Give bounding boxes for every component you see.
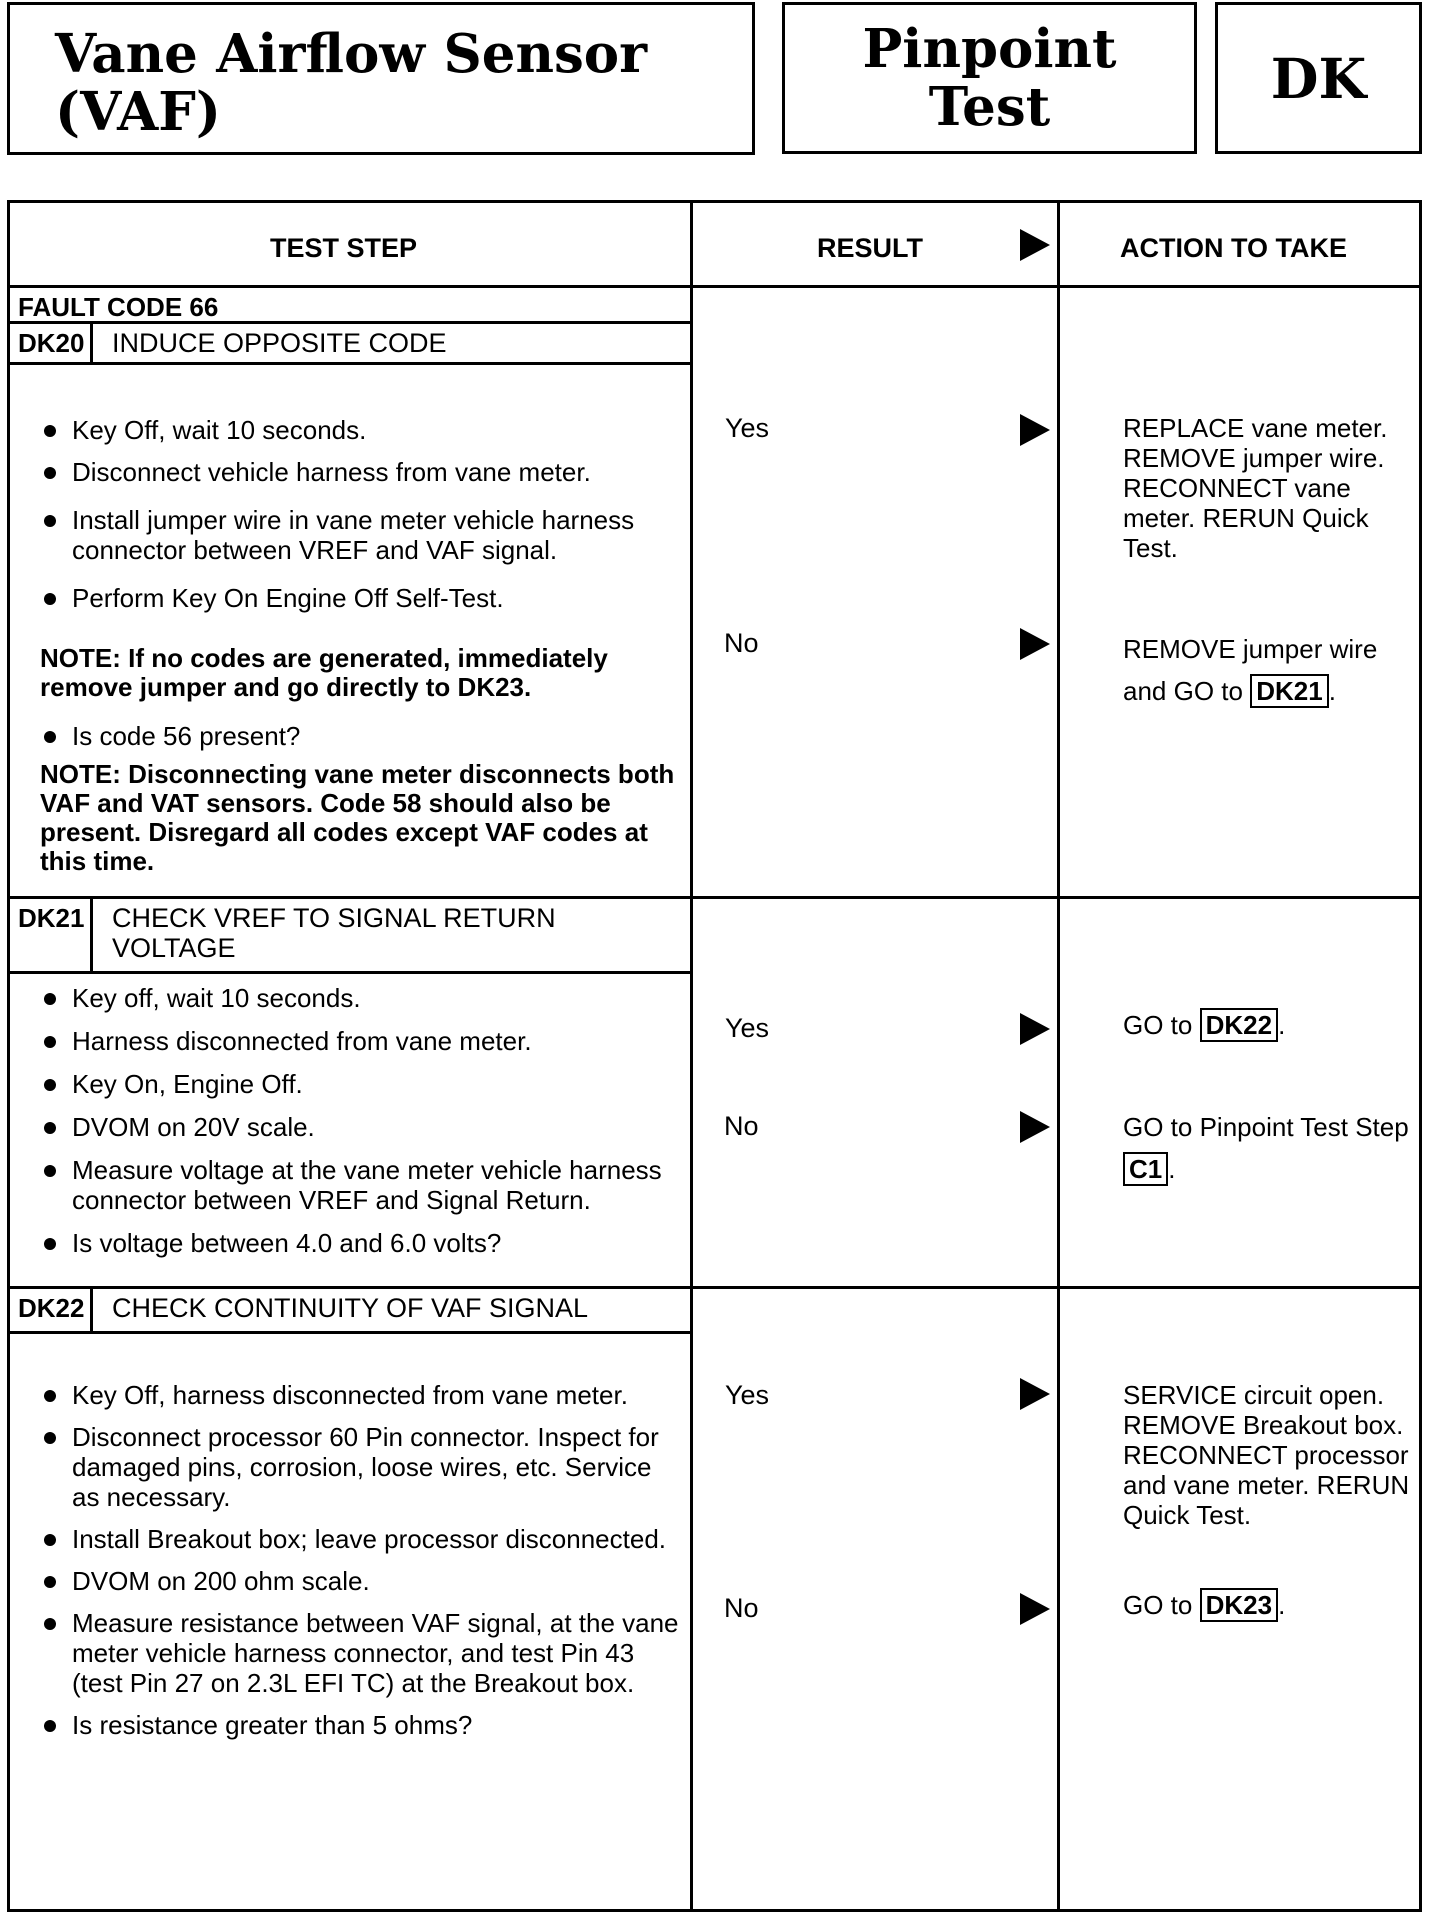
test-table xyxy=(7,200,1422,1912)
dk20-question xyxy=(40,721,680,751)
fault-code-row xyxy=(10,288,693,324)
dk20-yes-arrow-icon xyxy=(1020,414,1050,446)
pinpoint-line-1: Pinpoint xyxy=(862,18,1117,80)
header-result: RESULT xyxy=(817,233,923,263)
list-item: DVOM on 200 ohm scale. xyxy=(40,1566,680,1596)
dk21-divider xyxy=(90,899,93,971)
action-suffix: . xyxy=(1278,1010,1286,1040)
header-action: ACTION TO TAKE xyxy=(1120,233,1347,263)
list-item: Key On, Engine Off. xyxy=(40,1069,680,1099)
section-code-box xyxy=(1215,2,1422,154)
note-label: NOTE: xyxy=(40,759,121,789)
list-item: Is voltage between 4.0 and 6.0 volts? xyxy=(40,1228,680,1258)
column-divider-2 xyxy=(1057,203,1060,1909)
dk21-title: CHECK VREF TO SIGNAL RETURN VOLTAGE xyxy=(112,903,556,963)
section-code: DK xyxy=(1270,46,1367,111)
dk20-steps xyxy=(40,415,680,613)
dk22-id: DK22 xyxy=(18,1293,85,1323)
dk22-result-yes: Yes xyxy=(725,1380,770,1410)
list-item: Key off, wait 10 seconds. xyxy=(40,983,680,1013)
dk21-reference[interactable]: DK21 xyxy=(1250,674,1328,708)
header-arrow-icon xyxy=(1020,229,1050,261)
dk22-divider xyxy=(90,1289,93,1331)
c1-reference[interactable]: C1 xyxy=(1123,1152,1168,1186)
dk21-steps xyxy=(40,983,680,1258)
header-test-step: TEST STEP xyxy=(270,233,418,263)
dk21-result-no: No xyxy=(724,1111,759,1141)
dk20-result-yes: Yes xyxy=(725,413,770,443)
dk20-no-arrow-icon xyxy=(1020,628,1050,660)
dk21-id: DK21 xyxy=(18,903,85,933)
dk20-no-action xyxy=(1123,628,1423,712)
list-item: Is code 56 present? xyxy=(40,721,680,751)
list-item: Measure resistance between VAF signal, at the vane meter vehicle harness connector, and test Pin 43 (test Pin 27 on 2.3L EFI TC) at the Breakout box. xyxy=(40,1608,680,1698)
list-item: Measure voltage at the vane meter vehicle harness connector between VREF and Signal Return. xyxy=(40,1155,680,1215)
action-suffix: . xyxy=(1168,1154,1176,1184)
dk20-note-1 xyxy=(40,644,690,702)
list-item: DVOM on 20V scale. xyxy=(40,1112,680,1142)
dk20-note-2 xyxy=(40,760,690,876)
list-item: Key Off, harness disconnected from vane meter. xyxy=(40,1380,680,1410)
note-text: If no codes are generated, immediately remove jumper and go directly to DK23. xyxy=(40,643,608,702)
action-text: GO to xyxy=(1123,1010,1193,1040)
dk23-reference[interactable]: DK23 xyxy=(1200,1588,1278,1622)
dk21-no-arrow-icon xyxy=(1020,1111,1050,1143)
action-suffix: . xyxy=(1278,1590,1286,1620)
dk22-reference[interactable]: DK22 xyxy=(1200,1008,1278,1042)
dk21-no-action xyxy=(1123,1106,1413,1190)
note-text: Disconnecting vane meter disconnects both VAF and VAT sensors. Code 58 should also be present. Disregard all codes except VAF codes at this time. xyxy=(40,759,675,876)
action-text: GO to xyxy=(1123,1590,1193,1620)
note-label: NOTE: xyxy=(40,643,121,673)
dk22-steps xyxy=(40,1380,680,1740)
column-divider-1 xyxy=(690,203,693,1909)
dk20-yes-action: REPLACE vane meter. REMOVE jumper wire. RECONNECT vane meter. RERUN Quick Test. xyxy=(1123,413,1388,563)
title-line-2: (VAF) xyxy=(55,81,221,143)
dk22-title: CHECK CONTINUITY OF VAF SIGNAL xyxy=(112,1293,589,1323)
dk20-title: INDUCE OPPOSITE CODE xyxy=(112,328,447,358)
dk21-header xyxy=(10,899,693,974)
list-item: Install jumper wire in vane meter vehicle harness connector between VREF and VAF signal. xyxy=(40,505,680,565)
pinpoint-test-label xyxy=(785,20,1194,136)
list-item: Disconnect processor 60 Pin connector. Inspect for damaged pins, corrosion, loose wires, etc. Service as necessary. xyxy=(40,1422,680,1512)
list-item: Is resistance greater than 5 ohms? xyxy=(40,1710,680,1740)
page-title xyxy=(55,25,647,141)
list-item: Disconnect vehicle harness from vane meter. xyxy=(40,457,680,487)
title-box xyxy=(7,2,755,155)
dk21-yes-arrow-icon xyxy=(1020,1013,1050,1045)
list-item: Harness disconnected from vane meter. xyxy=(40,1026,680,1056)
action-text: REMOVE jumper wire and GO to xyxy=(1123,634,1378,706)
pinpoint-test-box xyxy=(782,2,1197,154)
dk22-header xyxy=(10,1289,693,1334)
dk22-yes-arrow-icon xyxy=(1020,1378,1050,1410)
dk22-no-action xyxy=(1123,1588,1423,1622)
fault-code: FAULT CODE 66 xyxy=(18,292,219,322)
dk22-yes-action: SERVICE circuit open. REMOVE Breakout box. RECONNECT processor and vane meter. RERUN Quick Test. xyxy=(1123,1380,1410,1530)
dk20-result-no: No xyxy=(724,628,759,658)
title-line-1: Vane Airflow Sensor xyxy=(55,23,648,85)
dk21-result-yes: Yes xyxy=(725,1013,770,1043)
dk21-yes-action xyxy=(1123,1008,1423,1042)
list-item: Perform Key On Engine Off Self-Test. xyxy=(40,583,680,613)
dk22-no-arrow-icon xyxy=(1020,1593,1050,1625)
dk20-divider xyxy=(90,324,93,362)
action-text: GO to Pinpoint Test Step xyxy=(1123,1112,1409,1142)
list-item: Install Breakout box; leave processor disconnected. xyxy=(40,1524,680,1554)
dk20-id: DK20 xyxy=(18,328,85,358)
list-item: Key Off, wait 10 seconds. xyxy=(40,415,680,445)
action-suffix: . xyxy=(1328,676,1336,706)
pinpoint-line-2: Test xyxy=(928,76,1051,138)
dk20-header xyxy=(10,324,693,365)
dk22-result-no: No xyxy=(724,1593,759,1623)
